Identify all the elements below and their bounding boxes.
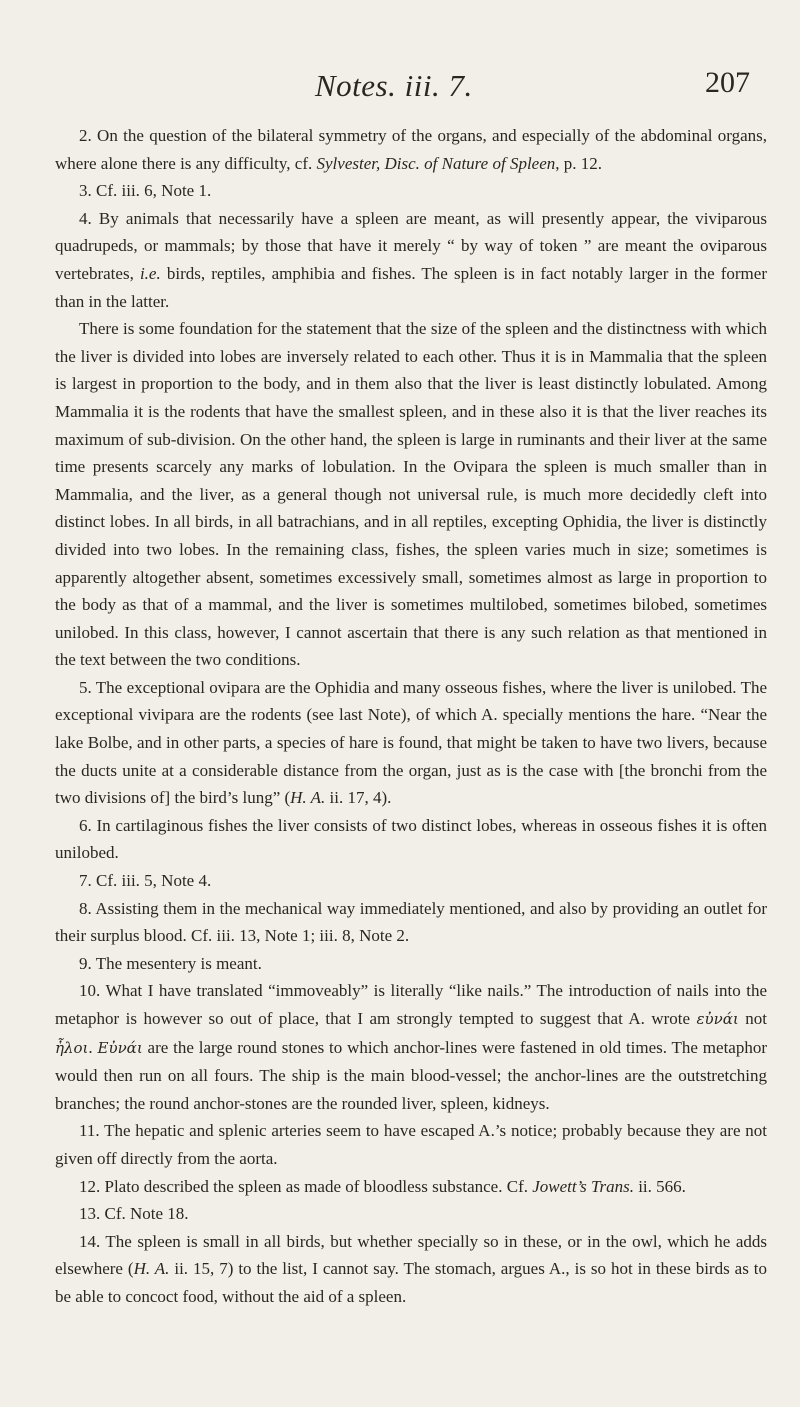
note-text: Assisting them in the mechanical way immediately mentioned, and also by providing an outlet for their surplus blood. Cf. iii. 13, Note 1; iii. 8, Note 2. — [55, 898, 767, 946]
note-number: 14. — [79, 1231, 101, 1251]
note-number: 11. — [79, 1121, 100, 1141]
italic-text: i.e. — [139, 263, 161, 283]
note-number: 2. — [79, 126, 92, 145]
note-number: 12. — [79, 1176, 101, 1196]
note-text: ii. 17, 4). — [325, 788, 392, 808]
note-text: The mesentery is meant. — [91, 953, 262, 973]
page-number: 207 — [705, 66, 750, 99]
running-title: Notes. iii. 7. — [315, 68, 473, 103]
notes-body — [55, 122, 767, 1311]
note-text: ii. 15, 7) to the list, I cannot say. The stomach, argues A., is so hot in these birds as to be able to concoct food, without the aid of a spleen. — [55, 1259, 767, 1306]
note-paragraph — [55, 895, 767, 950]
note-paragraph — [55, 867, 767, 895]
note-text: Plato described the spleen as made of bloodless substance. Cf. — [100, 1176, 533, 1196]
note-text: , p. 12. — [555, 153, 603, 173]
note-text: not — [738, 1009, 768, 1028]
note-text: are the large round stones to which anchor-lines were fastened in old times. The metaphor would then run on all fours. The ship is the main blood-vessel; the anchor-lines are the outstretching branches; the round anchor-stones are the rounded liver, spleen, kidneys. — [55, 1037, 768, 1113]
note-number: 5. — [79, 677, 92, 697]
italic-text: Sylvester, Disc. of Nature of Spleen — [316, 153, 556, 173]
note-text: In cartilaginous fishes the liver consists of two distinct lobes, whereas in osseous fishes it is often unilobed. — [55, 815, 767, 863]
page-header — [0, 60, 800, 110]
note-number: 3. — [79, 181, 92, 201]
note-paragraph — [55, 205, 767, 315]
note-text: By animals that necessarily have a spleen are meant, as will presently appear, the viviparous quadrupeds, or mammals; by those that have it merely “ by way of token ” are meant the oviparous vertebrates, — [55, 208, 767, 283]
note-number: 8. — [79, 898, 92, 918]
italic-text: H. A. — [290, 788, 326, 808]
note-text: What I have translated “immoveably” is literally “like nails.” The introduction of nails into the metaphor is however so out of place, that I am strongly tempted to suggest that A. wrote — [55, 981, 767, 1028]
note-text: The hepatic and splenic arteries seem to have escaped A.’s notice; probably because they are not given off directly from the aorta. — [55, 1121, 767, 1168]
note-text: ii. 566. — [633, 1176, 686, 1196]
note-number: 6. — [79, 815, 92, 835]
greek-word: Εὐνάι — [97, 1038, 143, 1057]
note-number: 7. — [79, 871, 92, 891]
note-paragraph — [55, 977, 767, 1117]
note-paragraph — [55, 950, 767, 978]
greek-word: ἧλοι — [55, 1038, 89, 1057]
greek-word: εὐνάι — [696, 1010, 739, 1028]
note-paragraph — [55, 315, 767, 674]
note-number: 13. — [79, 1204, 101, 1224]
note-text: The exceptional ovipara are the Ophidia and many osseous fishes, where the liver is unilobed. The exceptional vivipara are the rodents (see last Note), of which A. specially mentions the hare. “Near the lake Bolbe, and in other parts, a species of hare is found, that might be taken to have two livers, because the ducts unite at a considerable distance from the organ, just as is the case with [the bronchi from the two divisions of] the bird’s lung” ( — [55, 677, 767, 808]
note-paragraph — [55, 1200, 767, 1228]
note-text: Cf. Note 18. — [100, 1204, 189, 1224]
note-number: 10. — [79, 981, 101, 1001]
note-paragraph — [55, 1228, 767, 1311]
note-paragraph — [55, 812, 767, 867]
note-paragraph — [55, 177, 767, 205]
italic-text: Jowett’s Trans. — [532, 1176, 634, 1196]
note-text: On the question of the bilateral symmetry of the organs, and especially of the abdominal organs, where alone there is any difficulty, cf. — [55, 126, 767, 173]
note-paragraph — [55, 674, 767, 812]
note-text: The spleen is small in all birds, but whether specially so in these, or in the owl, which he adds elsewhere ( — [55, 1231, 767, 1279]
note-paragraph — [55, 1117, 767, 1172]
note-text: Cf. iii. 5, Note 4. — [91, 871, 212, 891]
note-text: There is some foundation for the statement that the size of the spleen and the distinctness with which the liver is divided into lobes are inversely related to each other. Thus it is in Mammalia that the spleen is largest in proportion to the body, and in them also that the liver is least distinctly lobulated. Among Mammalia it is the rodents that have the smallest spleen, and in these also it is that the liver reaches its maximum of sub-division. On the other hand, the spleen is large in ruminants and their liver at the same time presents scarcely any marks of lobulation. In the Ovipara the spleen is much smaller than in Mammalia, and the liver, as a general though not universal rule, is much more decidedly cleft into distinct lobes. In all birds, in all batrachians, and in all reptiles, excepting Ophidia, the liver is distinctly divided into two lobes. In the remaining class, fishes, the spleen varies much in size; sometimes is apparently altogether absent, sometimes excessively small, sometimes almost as large in proportion to the body as that of a mammal, and the liver is sometimes multilobed, sometimes bilobed, sometimes unilobed. In this class, however, I cannot ascertain that there is any such relation as that mentioned in the text between the two conditions. — [55, 319, 767, 670]
note-text: . — [88, 1037, 98, 1057]
note-text: birds, reptiles, amphibia and fishes. The spleen is in fact notably larger in the former than in the latter. — [55, 263, 767, 311]
note-number: 4. — [79, 208, 92, 228]
note-paragraph — [55, 1173, 767, 1201]
note-text: Cf. iii. 6, Note 1. — [91, 181, 212, 201]
italic-text: H. A. — [133, 1259, 170, 1279]
note-paragraph — [55, 122, 767, 177]
note-number: 9. — [79, 953, 92, 973]
